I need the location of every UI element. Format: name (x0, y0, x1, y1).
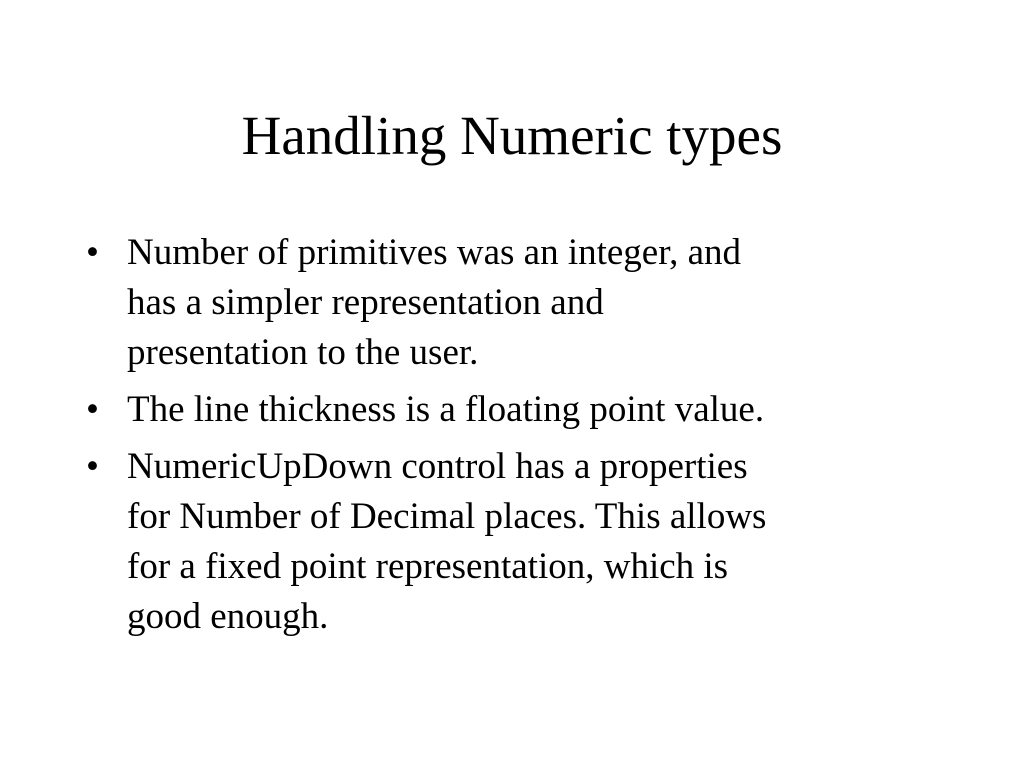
bullet-item (86, 442, 946, 642)
bullet-line: for Number of Decimal places. This allows (127, 496, 767, 537)
bullet-icon: • (86, 232, 99, 273)
bullet-item (86, 385, 946, 435)
bullet-icon: • (86, 389, 99, 430)
bullet-list (86, 228, 946, 649)
bullet-line: for a fixed point representation, which is (127, 546, 729, 587)
bullet-icon: • (86, 446, 99, 487)
bullet-line: good enough. (127, 596, 329, 637)
bullet-line: presentation to the user. (127, 332, 479, 373)
bullet-line: Number of primitives was an integer, and (127, 232, 741, 273)
slide-title: Handling Numeric types (241, 105, 783, 166)
bullet-line: has a simpler representation and (127, 282, 604, 323)
bullet-line: The line thickness is a floating point value. (127, 389, 765, 430)
bullet-item (86, 228, 946, 378)
bullet-line: NumericUpDown control has a properties (127, 446, 748, 487)
